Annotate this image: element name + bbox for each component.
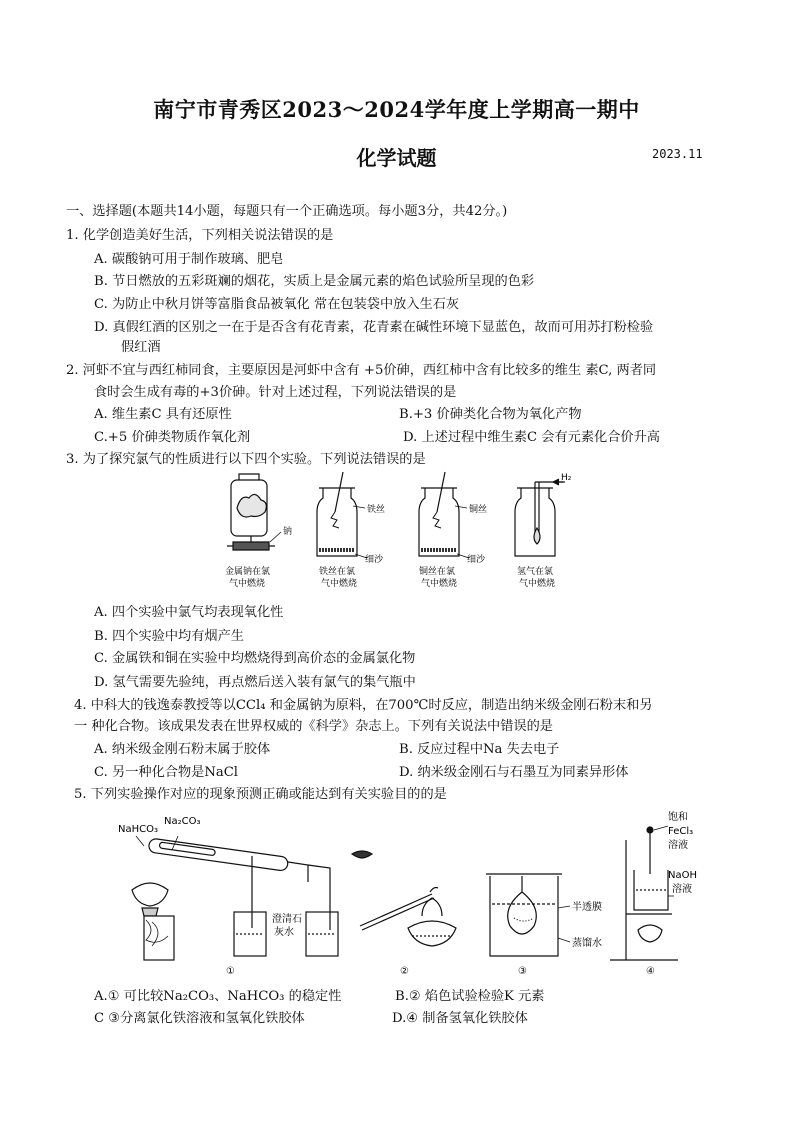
q4-option-b: B. 反应过程中Na 失去电子 [399, 742, 560, 757]
q2-option-c: C.+5 价砷类物质作氧化剂 [94, 430, 251, 445]
q3-figure [215, 468, 575, 596]
naoh-label-2: 溶液 [672, 884, 692, 895]
naoh-label-1: NaOH [668, 870, 697, 881]
q1-option-a: A. 碳酸钠可用于制作玻璃、肥皂 [94, 252, 284, 267]
q2-stem: 2. 河虾不宜与西红柿同食，主要原因是河虾中含有 +5价砷，西红柿中含有比较多的维生 素C, 两者同 [66, 363, 657, 378]
fecl3-label-2: FeCl₃ [668, 826, 694, 837]
sand-label-1: 细沙 [365, 555, 384, 565]
q1-option-c: C. 为防止中秋月饼等富脂食品被氧化 常在包装袋中放入生石灰 [94, 297, 460, 312]
limewater-label-1: 澄清石 [272, 914, 302, 925]
q3-option-a: A. 四个实验中氯气均表现氧化性 [94, 605, 284, 620]
caption-h2-1: 氢气在氯 [517, 567, 554, 577]
q3-option-d: D. 氢气需要先验纯，再点燃后送入装有氯气的集气瓶中 [94, 675, 416, 690]
q4-option-c: C. 另一种化合物是NaCl [94, 765, 239, 780]
distilled-water-label: 蒸馏水 [572, 938, 602, 949]
iron-wire-label: 铁丝 [367, 505, 386, 515]
caption-cu-2: 气中燃烧 [421, 579, 458, 589]
exam-title: 南宁市青秀区2023～2024学年度上学期高一期中 [153, 97, 640, 122]
q2-option-a: A. 维生素C 具有还原性 [94, 407, 232, 422]
iron-wire-apparatus [317, 472, 367, 558]
q2-option-d: D. 上述过程中维生素C 会有元素化合价升高 [403, 430, 660, 445]
fig-number-4: ④ [646, 966, 655, 977]
caption-h2-2: 气中燃烧 [519, 579, 556, 589]
nahco3-label: NaHCO₃ [118, 824, 158, 835]
q3-option-b: B. 四个实验中均有烟产生 [94, 629, 244, 644]
fecl3-label-3: 溶液 [668, 840, 688, 851]
q1-option-d-cont: 假红酒 [121, 340, 161, 355]
fig-number-1: ① [226, 966, 235, 977]
q2-option-b: B.+3 价砷类化合物为氧化产物 [399, 407, 582, 422]
q4-option-a: A. 纳米级金刚石粉末属于胶体 [94, 742, 271, 757]
q1-option-b: B. 节日燃放的五彩斑斓的烟花，实质上是金属元素的焰色试验所呈现的色彩 [94, 274, 535, 289]
sodium-burning-apparatus [227, 474, 281, 550]
q4-option-d: D. 纳米级金刚石与石墨互为同素异形体 [399, 765, 629, 780]
q2-stem-cont: 食时会生成有毒的+3价砷。针对上述过程，下列说法错误的是 [94, 385, 457, 400]
q4-stem: 4. 中科大的钱逸泰教授等以CCl₄ 和金属钠为原料，在700℃时反应，制造出纳米级金刚石粉末和另 [74, 698, 653, 713]
hydrogen-apparatus [515, 479, 565, 556]
flame-test-apparatus [352, 851, 456, 946]
q5-stem: 5. 下列实验操作对应的现象预测正确或能达到有关实验目的的是 [74, 787, 447, 802]
q1-option-d: D. 真假红酒的区别之一在于是否含有花青素，花青素在碱性环境下显蓝色，故而可用苏打粉检验 [94, 320, 654, 335]
caption-cu-1: 铜丝在氯 [419, 567, 456, 577]
membrane-label: 半透膜 [572, 902, 602, 913]
q5-figure [112, 810, 702, 982]
copper-wire-apparatus [419, 472, 469, 558]
copper-wire-label: 铜丝 [469, 505, 488, 515]
q5-option-c: C ③分离氯化铁溶液和氢氧化铁胶体 [94, 1011, 305, 1026]
na-label: 钠 [283, 527, 293, 537]
q5-option-a: A.① 可比较Na₂CO₃、NaHCO₃ 的稳定性 [94, 989, 342, 1004]
q1-stem: 1. 化学创造美好生活，下列相关说法错误的是 [66, 228, 334, 243]
sand-label-2: 细沙 [467, 555, 486, 565]
q5-option-d: D.④ 制备氢氧化铁胶体 [392, 1011, 528, 1026]
q3-stem: 3. 为了探究氯气的性质进行以下四个实验。下列说法错误的是 [66, 452, 426, 467]
exam-subject: 化学试题 [356, 146, 437, 170]
q5-option-b: B.② 焰色试验检验K 元素 [395, 989, 545, 1004]
caption-na-2: 气中燃烧 [229, 579, 266, 589]
fecl3-label-1: 饱和 [668, 812, 688, 823]
caption-fe-2: 气中燃烧 [321, 579, 358, 589]
section-heading: 一、选择题(本题共14小题，每题只有一个正确选项。每小题3分，共42分。) [66, 204, 508, 219]
limewater-label-2: 灰水 [274, 927, 294, 938]
dialysis-apparatus [486, 874, 570, 956]
h2-label: H₂ [561, 473, 572, 483]
q3-option-c: C. 金属铁和铜在实验中均燃烧得到高价态的金属氯化物 [94, 651, 416, 666]
heating-tube-apparatus [132, 836, 338, 960]
fig-number-3: ③ [518, 966, 527, 977]
fig-number-2: ② [400, 966, 409, 977]
q4-stem-cont: 一 种化合物。该成果发表在世界权威的《科学》杂志上。下列有关说法中错误的是 [74, 719, 553, 734]
caption-na-1: 金属钠在氯 [225, 567, 271, 577]
caption-fe-1: 铁丝在氯 [319, 567, 356, 577]
exam-date: 2023.11 [652, 147, 703, 161]
na2co3-label: Na₂CO₃ [164, 816, 201, 827]
